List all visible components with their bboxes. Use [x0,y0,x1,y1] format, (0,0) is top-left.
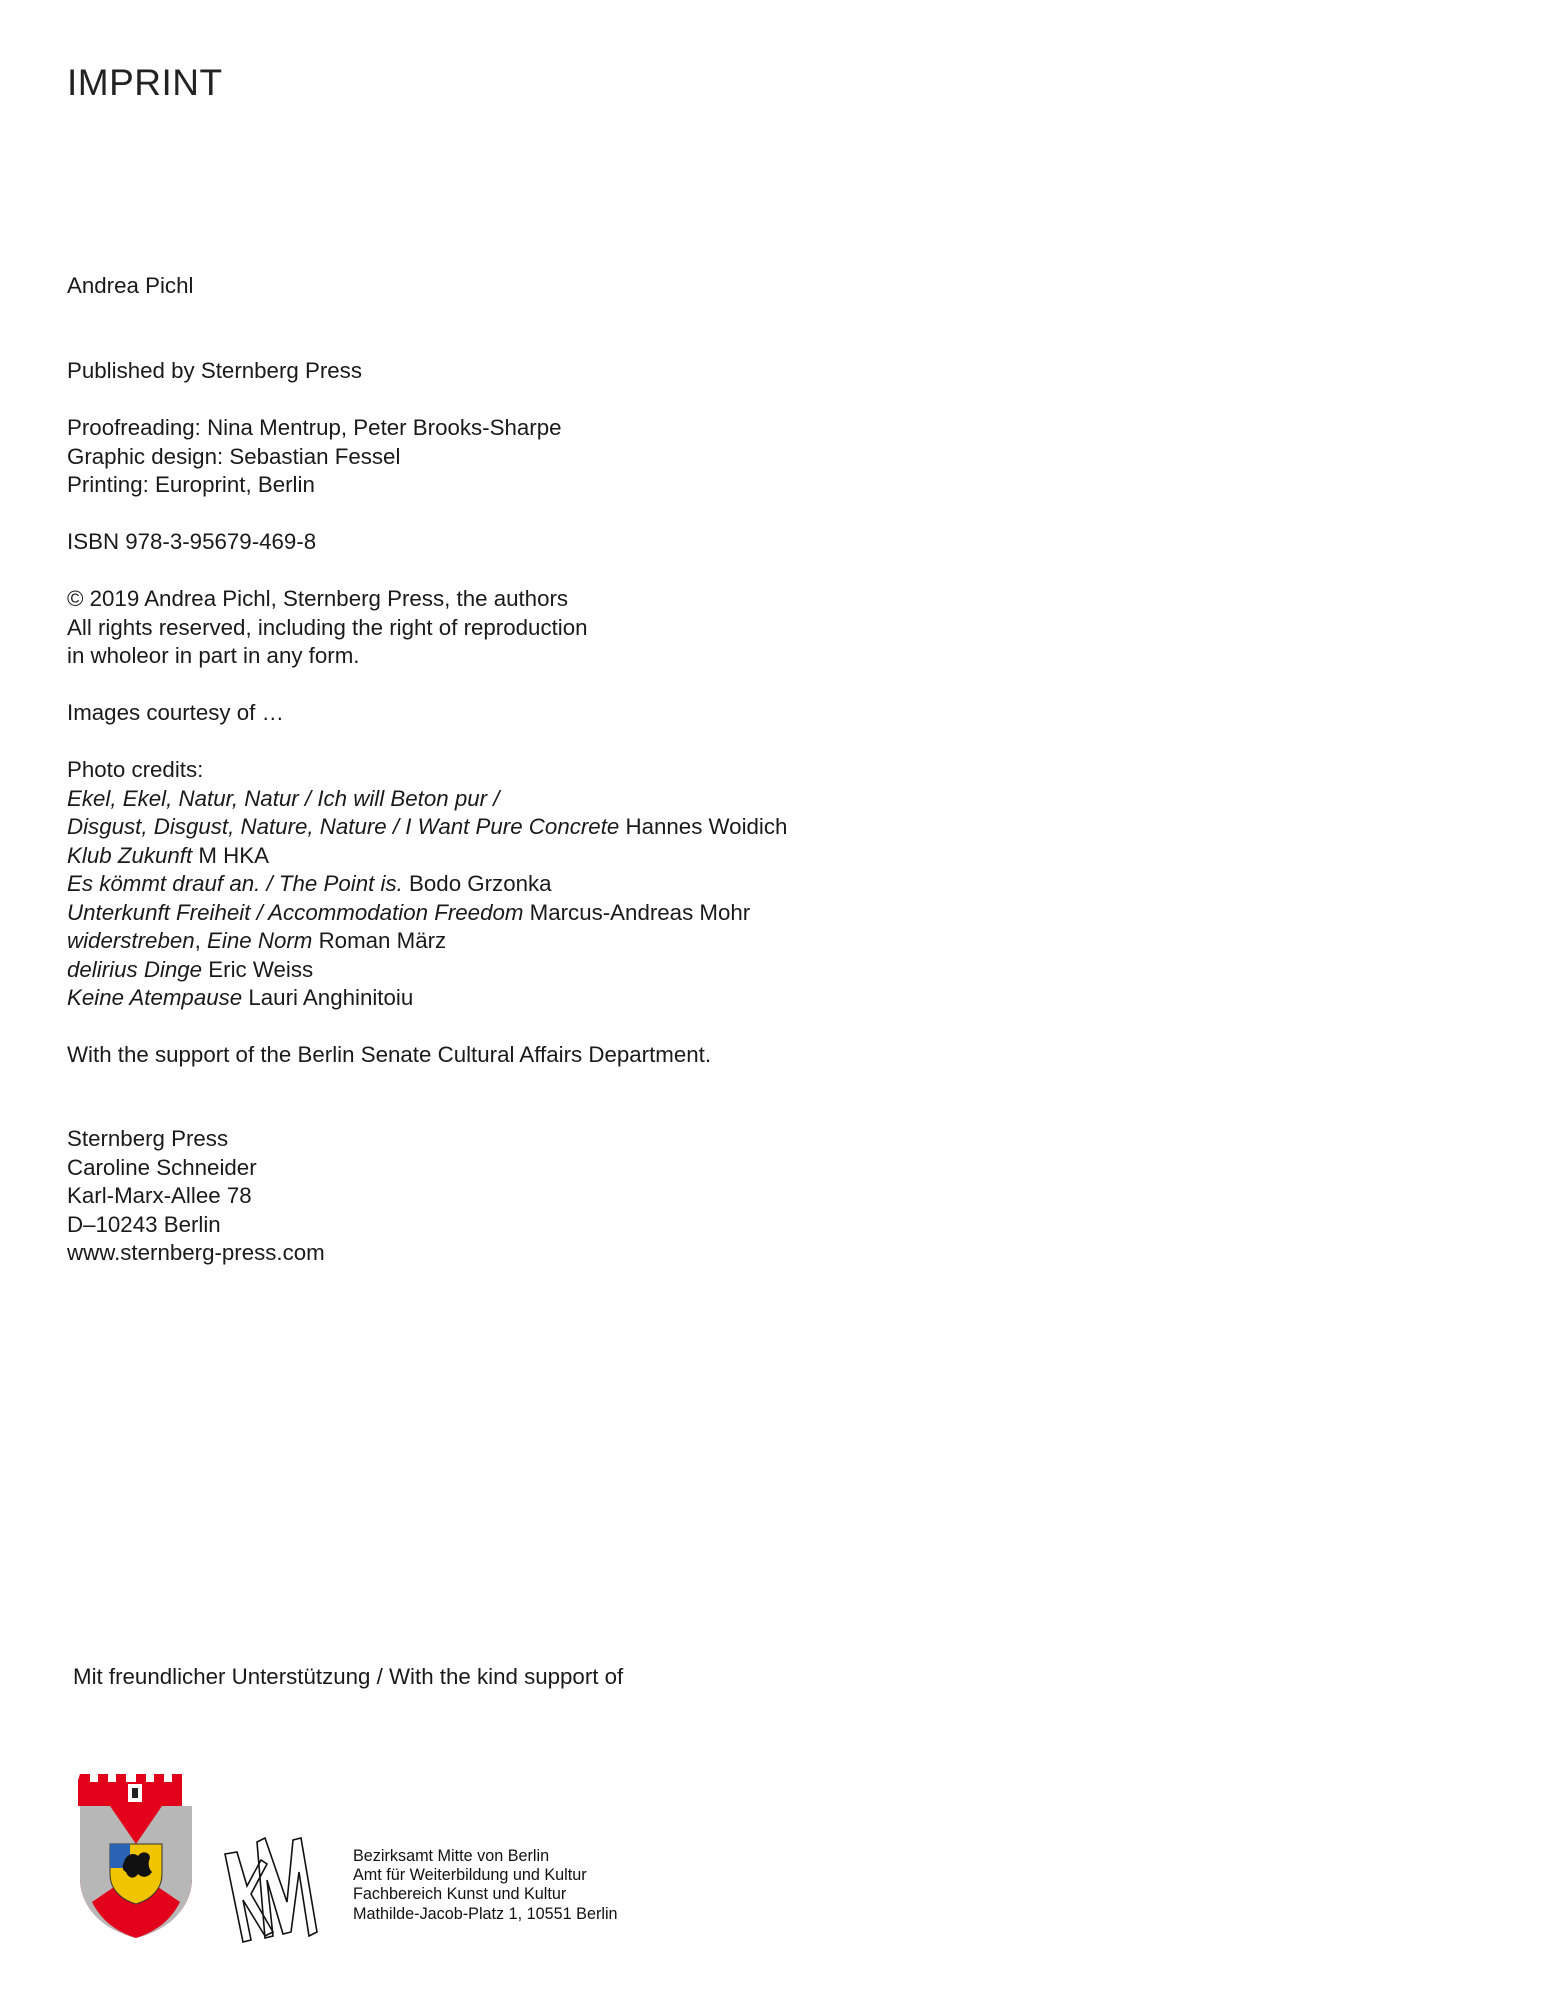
publisher-website: www.sternberg-press.com [67,1240,325,1265]
proofreading-line: Proofreading: Nina Mentrup, Peter Brooks-Sharpe [67,415,562,440]
publisher-line: Published by Sternberg Press [67,358,362,383]
kunst-mitte-logo-icon [221,1832,321,1947]
photo-credit-item: Es kömmt drauf an. / The Point is. Bodo Grzonka [67,871,552,896]
photo-credit-item: delirius Dinge Eric Weiss [67,956,314,982]
printing-line: Printing: Europrint, Berlin [67,472,315,497]
imprint-body [67,357,787,1070]
rights-line-2: in wholeor in part in any form. [67,643,360,668]
isbn-line: ISBN 978-3-95679-469-8 [67,529,317,554]
photo-credit-item: Ekel, Ekel, Natur, Natur / Ich will Beton pur / [67,785,500,811]
publisher-address: Sternberg Press Caroline Schneider Karl-Marx-Allee 78 D–10243 Berlin www.sternberg-press.com [67,1125,325,1268]
photo-credit-item: Klub Zukunft M HKA [67,842,269,868]
photo-credits-heading: Photo credits: [67,757,204,782]
senate-support-line: With the support of the Berlin Senate Cultural Affairs Department. [67,1042,712,1067]
sponsor-logos [78,1772,678,1952]
design-line: Graphic design: Sebastian Fessel [67,443,401,469]
sponsor-address: Bezirksamt Mitte von Berlin Amt für Weiterbildung und Kultur Fachbereich Kunst und Kultur Mathilde-Jacob-Platz 1, 10551 Berlin [353,1847,618,1923]
photo-credit-item: widerstreben, Eine Norm Roman März [67,928,447,953]
page-title: IMPRINT [67,62,223,103]
photo-credit-item: Keine Atempause Lauri Anghinitoiu [67,985,414,1010]
berlin-mitte-coat-of-arms-icon [78,1772,194,1940]
images-courtesy-line: Images courtesy of … [67,700,284,725]
author-name: Andrea Pichl [67,273,194,298]
photo-credit-item: Unterkunft Freiheit / Accommodation Freedom Marcus-Andreas Mohr [67,899,751,925]
copyright-line: © 2019 Andrea Pichl, Sternberg Press, the authors [67,586,569,611]
kind-support-line: Mit freundlicher Unterstützung / With the kind support of [73,1664,624,1689]
rights-line: All rights reserved, including the right of reproduction [67,614,588,640]
photo-credit-item: Disgust, Disgust, Nature, Nature / I Want Pure Concrete Hannes Woidich [67,814,788,839]
